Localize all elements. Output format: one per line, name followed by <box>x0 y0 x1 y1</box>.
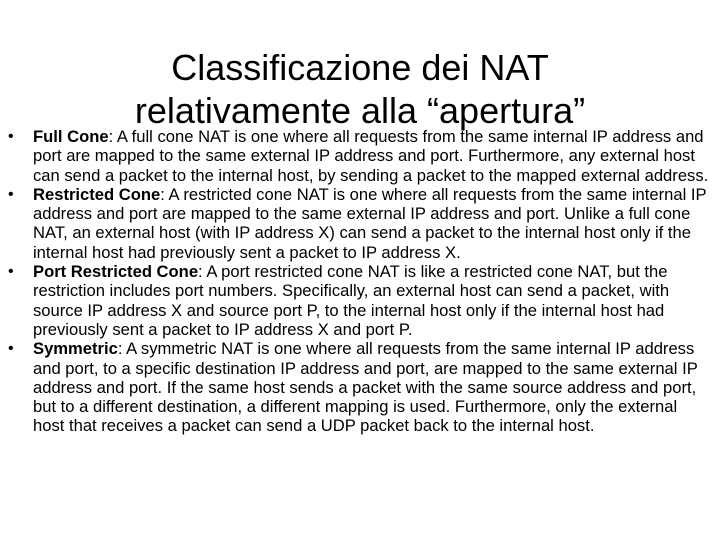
bullet-symmetric <box>0 339 720 435</box>
bullet-text: : A port restricted cone NAT is like a restricted cone NAT, but the restriction includes port numbers. Specifically, an external host can send a packet, with source IP address X and source port P, to the internal host only if the internal host had previously sent a packet to IP address X and port P. <box>33 262 670 339</box>
bullet-list <box>0 127 720 436</box>
bullet-term: Port Restricted Cone <box>33 262 199 282</box>
bullet-marker: • <box>8 128 14 145</box>
bullet-text: : A restricted cone NAT is one where all requests from the same internal IP address and port are mapped to the same external IP address and port. Unlike a full cone NAT, an external host (with IP address X) can send a packet to the internal host only if the internal host had previously sent a packet to IP address X. <box>33 184 707 262</box>
slide-title <box>60 46 660 132</box>
slide-title-line-2: relativamente alla “apertura” <box>134 90 586 132</box>
bullet-marker: • <box>8 185 14 203</box>
bullet-term: Full Cone <box>33 127 109 146</box>
bullet-marker: • <box>8 263 14 281</box>
bullet-restricted-cone <box>0 185 720 262</box>
bullet-port-restricted-cone <box>0 262 720 339</box>
bullet-text: : A symmetric NAT is one where all requests from the same internal IP address and port, to a specific destination IP address and port, are mapped to the same external IP address and port. If the same host sends a packet with the same source address and port, but to a different destination, a different mapping is used. Furthermore, only the external host that receives a packet can send a UDP packet back to the internal host. <box>33 339 698 436</box>
bullet-text: : A full cone NAT is one where all requests from the same internal IP address and port are mapped to the same external IP address and port. Furthermore, any external host can send a packet to the internal host, by sending a packet to the mapped external address. <box>33 127 709 185</box>
bullet-term: Symmetric <box>33 339 118 359</box>
bullet-marker: • <box>8 340 14 358</box>
bullet-full-cone <box>0 127 720 185</box>
bullet-term: Restricted Cone <box>33 184 161 204</box>
slide-title-line-1: Classificazione dei NAT <box>171 47 549 89</box>
